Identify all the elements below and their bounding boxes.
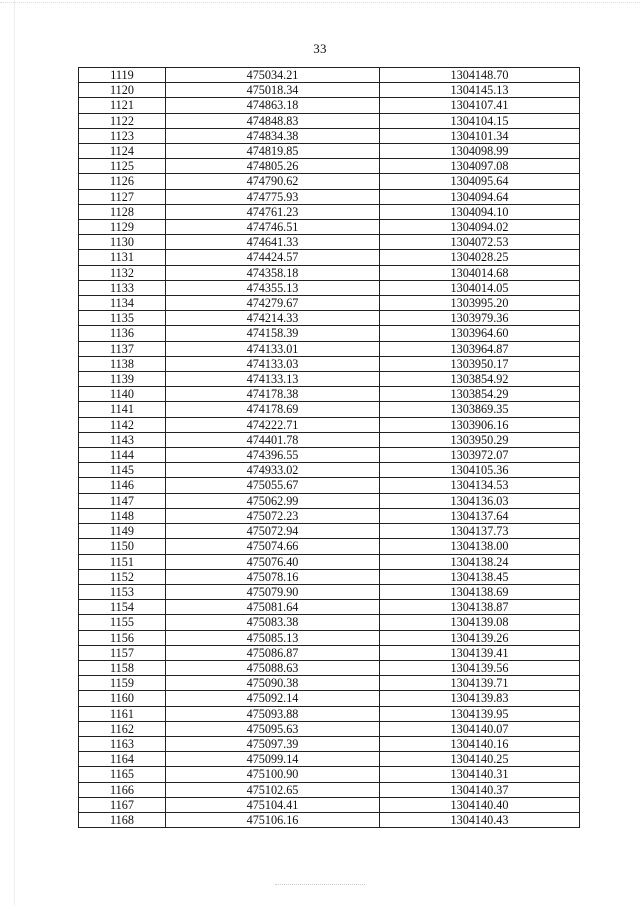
point-number-cell: 1152: [79, 569, 166, 584]
point-number-cell: 1136: [79, 326, 166, 341]
point-number-cell: 1119: [79, 68, 166, 83]
y-coordinate-cell: 1304139.41: [380, 645, 580, 660]
x-coordinate-cell: 475074.66: [166, 539, 380, 554]
table-row: [79, 615, 580, 630]
y-coordinate-cell: 1304028.25: [380, 250, 580, 265]
x-coordinate-cell: 474790.62: [166, 174, 380, 189]
page-edge-top: [0, 2, 640, 3]
y-coordinate-cell: 1304137.73: [380, 524, 580, 539]
table-row: [79, 721, 580, 736]
y-coordinate-cell: 1304140.43: [380, 812, 580, 827]
point-number-cell: 1130: [79, 235, 166, 250]
x-coordinate-cell: 474358.18: [166, 265, 380, 280]
y-coordinate-cell: 1304139.26: [380, 630, 580, 645]
point-number-cell: 1131: [79, 250, 166, 265]
table-row: [79, 128, 580, 143]
point-number-cell: 1127: [79, 189, 166, 204]
x-coordinate-cell: 474848.83: [166, 113, 380, 128]
point-number-cell: 1161: [79, 706, 166, 721]
y-coordinate-cell: 1303854.29: [380, 387, 580, 402]
x-coordinate-cell: 475104.41: [166, 797, 380, 812]
point-number-cell: 1157: [79, 645, 166, 660]
table-row: [79, 752, 580, 767]
x-coordinate-cell: 475062.99: [166, 493, 380, 508]
y-coordinate-cell: 1304138.45: [380, 569, 580, 584]
x-coordinate-cell: 474178.69: [166, 402, 380, 417]
table-row: [79, 250, 580, 265]
point-number-cell: 1164: [79, 752, 166, 767]
point-number-cell: 1124: [79, 144, 166, 159]
point-number-cell: 1153: [79, 584, 166, 599]
point-number-cell: 1144: [79, 448, 166, 463]
y-coordinate-cell: 1304107.41: [380, 98, 580, 113]
point-number-cell: 1149: [79, 524, 166, 539]
y-coordinate-cell: 1304101.34: [380, 128, 580, 143]
point-number-cell: 1165: [79, 767, 166, 782]
point-number-cell: 1142: [79, 417, 166, 432]
y-coordinate-cell: 1304095.64: [380, 174, 580, 189]
table-row: [79, 706, 580, 721]
table-row: [79, 83, 580, 98]
x-coordinate-cell: 474761.23: [166, 204, 380, 219]
x-coordinate-cell: 475106.16: [166, 812, 380, 827]
x-coordinate-cell: 475093.88: [166, 706, 380, 721]
x-coordinate-cell: 475095.63: [166, 721, 380, 736]
y-coordinate-cell: 1304138.24: [380, 554, 580, 569]
y-coordinate-cell: 1304134.53: [380, 478, 580, 493]
table-row: [79, 600, 580, 615]
table-row: [79, 265, 580, 280]
x-coordinate-cell: 475081.64: [166, 600, 380, 615]
point-number-cell: 1140: [79, 387, 166, 402]
y-coordinate-cell: 1304140.40: [380, 797, 580, 812]
x-coordinate-cell: 475018.34: [166, 83, 380, 98]
point-number-cell: 1160: [79, 691, 166, 706]
x-coordinate-cell: 474214.33: [166, 311, 380, 326]
point-number-cell: 1125: [79, 159, 166, 174]
point-number-cell: 1133: [79, 280, 166, 295]
table-row: [79, 204, 580, 219]
point-number-cell: 1155: [79, 615, 166, 630]
x-coordinate-cell: 475085.13: [166, 630, 380, 645]
x-coordinate-cell: 475072.23: [166, 508, 380, 523]
x-coordinate-cell: 475102.65: [166, 782, 380, 797]
x-coordinate-cell: 474158.39: [166, 326, 380, 341]
page-number: 33: [313, 41, 327, 56]
y-coordinate-cell: 1303869.35: [380, 402, 580, 417]
y-coordinate-cell: 1304140.31: [380, 767, 580, 782]
table-row: [79, 767, 580, 782]
table-row: [79, 296, 580, 311]
table-row: [79, 463, 580, 478]
x-coordinate-cell: 475079.90: [166, 584, 380, 599]
table-row: [79, 189, 580, 204]
x-coordinate-cell: 474279.67: [166, 296, 380, 311]
x-coordinate-cell: 475090.38: [166, 676, 380, 691]
y-coordinate-cell: 1304140.25: [380, 752, 580, 767]
x-coordinate-cell: 475097.39: [166, 736, 380, 751]
y-coordinate-cell: 1303950.17: [380, 356, 580, 371]
point-number-cell: 1156: [79, 630, 166, 645]
table-row: [79, 478, 580, 493]
table-row: [79, 630, 580, 645]
point-number-cell: 1145: [79, 463, 166, 478]
point-number-cell: 1121: [79, 98, 166, 113]
x-coordinate-cell: 475083.38: [166, 615, 380, 630]
y-coordinate-cell: 1304138.69: [380, 584, 580, 599]
y-coordinate-cell: 1304094.10: [380, 204, 580, 219]
table-row: [79, 554, 580, 569]
y-coordinate-cell: 1303979.36: [380, 311, 580, 326]
table-row: [79, 797, 580, 812]
table-row: [79, 417, 580, 432]
point-number-cell: 1167: [79, 797, 166, 812]
table-row: [79, 782, 580, 797]
y-coordinate-cell: 1304148.70: [380, 68, 580, 83]
table-row: [79, 159, 580, 174]
x-coordinate-cell: 474775.93: [166, 189, 380, 204]
x-coordinate-cell: 475092.14: [166, 691, 380, 706]
y-coordinate-cell: 1304145.13: [380, 83, 580, 98]
point-number-cell: 1123: [79, 128, 166, 143]
x-coordinate-cell: 475072.94: [166, 524, 380, 539]
x-coordinate-cell: 474401.78: [166, 432, 380, 447]
y-coordinate-cell: 1304097.08: [380, 159, 580, 174]
table-row: [79, 448, 580, 463]
table-row: [79, 280, 580, 295]
x-coordinate-cell: 475086.87: [166, 645, 380, 660]
y-coordinate-cell: 1303964.60: [380, 326, 580, 341]
x-coordinate-cell: 474805.26: [166, 159, 380, 174]
y-coordinate-cell: 1304140.07: [380, 721, 580, 736]
table-row: [79, 660, 580, 675]
table-row: [79, 645, 580, 660]
point-number-cell: 1135: [79, 311, 166, 326]
x-coordinate-cell: 474641.33: [166, 235, 380, 250]
y-coordinate-cell: 1303906.16: [380, 417, 580, 432]
point-number-cell: 1137: [79, 341, 166, 356]
x-coordinate-cell: 475088.63: [166, 660, 380, 675]
table-row: [79, 812, 580, 827]
y-coordinate-cell: 1304094.02: [380, 220, 580, 235]
y-coordinate-cell: 1303972.07: [380, 448, 580, 463]
y-coordinate-cell: 1304137.64: [380, 508, 580, 523]
y-coordinate-cell: 1303995.20: [380, 296, 580, 311]
table-row: [79, 387, 580, 402]
table-row: [79, 326, 580, 341]
y-coordinate-cell: 1304139.95: [380, 706, 580, 721]
y-coordinate-cell: 1304140.37: [380, 782, 580, 797]
x-coordinate-cell: 474133.01: [166, 341, 380, 356]
point-number-cell: 1150: [79, 539, 166, 554]
point-number-cell: 1168: [79, 812, 166, 827]
point-number-cell: 1141: [79, 402, 166, 417]
table-row: [79, 402, 580, 417]
y-coordinate-cell: 1304138.00: [380, 539, 580, 554]
table-row: [79, 676, 580, 691]
point-number-cell: 1166: [79, 782, 166, 797]
x-coordinate-cell: 474133.03: [166, 356, 380, 371]
x-coordinate-cell: 475078.16: [166, 569, 380, 584]
table-row: [79, 144, 580, 159]
table-row: [79, 341, 580, 356]
table-row: [79, 584, 580, 599]
point-number-cell: 1120: [79, 83, 166, 98]
table-row: [79, 736, 580, 751]
table-row: [79, 691, 580, 706]
point-number-cell: 1134: [79, 296, 166, 311]
point-number-cell: 1126: [79, 174, 166, 189]
table-row: [79, 493, 580, 508]
y-coordinate-cell: 1304139.56: [380, 660, 580, 675]
table-row: [79, 174, 580, 189]
point-number-cell: 1129: [79, 220, 166, 235]
table-row: [79, 372, 580, 387]
x-coordinate-cell: 474834.38: [166, 128, 380, 143]
table-row: [79, 432, 580, 447]
x-coordinate-cell: 474178.38: [166, 387, 380, 402]
point-number-cell: 1138: [79, 356, 166, 371]
point-number-cell: 1147: [79, 493, 166, 508]
x-coordinate-cell: 474863.18: [166, 98, 380, 113]
table-row: [79, 569, 580, 584]
x-coordinate-cell: 475099.14: [166, 752, 380, 767]
page-edge-bottom: [275, 884, 365, 885]
y-coordinate-cell: 1304014.05: [380, 280, 580, 295]
x-coordinate-cell: 474355.13: [166, 280, 380, 295]
coordinates-table: [78, 67, 580, 828]
table-row: [79, 524, 580, 539]
x-coordinate-cell: 475034.21: [166, 68, 380, 83]
y-coordinate-cell: 1303854.92: [380, 372, 580, 387]
y-coordinate-cell: 1303950.29: [380, 432, 580, 447]
x-coordinate-cell: 475100.90: [166, 767, 380, 782]
point-number-cell: 1159: [79, 676, 166, 691]
y-coordinate-cell: 1304072.53: [380, 235, 580, 250]
point-number-cell: 1151: [79, 554, 166, 569]
coordinates-table-body: [79, 68, 580, 828]
page-edge-left: [14, 0, 15, 905]
point-number-cell: 1132: [79, 265, 166, 280]
x-coordinate-cell: 474396.55: [166, 448, 380, 463]
table-row: [79, 220, 580, 235]
point-number-cell: 1154: [79, 600, 166, 615]
y-coordinate-cell: 1304104.15: [380, 113, 580, 128]
point-number-cell: 1158: [79, 660, 166, 675]
y-coordinate-cell: 1304140.16: [380, 736, 580, 751]
x-coordinate-cell: 474933.02: [166, 463, 380, 478]
x-coordinate-cell: 474746.51: [166, 220, 380, 235]
table-row: [79, 113, 580, 128]
x-coordinate-cell: 474819.85: [166, 144, 380, 159]
table-row: [79, 508, 580, 523]
point-number-cell: 1128: [79, 204, 166, 219]
y-coordinate-cell: 1304139.08: [380, 615, 580, 630]
y-coordinate-cell: 1304098.99: [380, 144, 580, 159]
y-coordinate-cell: 1304139.71: [380, 676, 580, 691]
y-coordinate-cell: 1304138.87: [380, 600, 580, 615]
point-number-cell: 1122: [79, 113, 166, 128]
x-coordinate-cell: 475055.67: [166, 478, 380, 493]
table-row: [79, 235, 580, 250]
point-number-cell: 1143: [79, 432, 166, 447]
y-coordinate-cell: 1304014.68: [380, 265, 580, 280]
table-row: [79, 311, 580, 326]
point-number-cell: 1162: [79, 721, 166, 736]
y-coordinate-cell: 1304136.03: [380, 493, 580, 508]
point-number-cell: 1148: [79, 508, 166, 523]
table-row: [79, 98, 580, 113]
y-coordinate-cell: 1304139.83: [380, 691, 580, 706]
x-coordinate-cell: 474424.57: [166, 250, 380, 265]
table-row: [79, 356, 580, 371]
y-coordinate-cell: 1304094.64: [380, 189, 580, 204]
table-row: [79, 68, 580, 83]
table-row: [79, 539, 580, 554]
x-coordinate-cell: 475076.40: [166, 554, 380, 569]
y-coordinate-cell: 1304105.36: [380, 463, 580, 478]
point-number-cell: 1139: [79, 372, 166, 387]
x-coordinate-cell: 474222.71: [166, 417, 380, 432]
point-number-cell: 1163: [79, 736, 166, 751]
point-number-cell: 1146: [79, 478, 166, 493]
x-coordinate-cell: 474133.13: [166, 372, 380, 387]
y-coordinate-cell: 1303964.87: [380, 341, 580, 356]
